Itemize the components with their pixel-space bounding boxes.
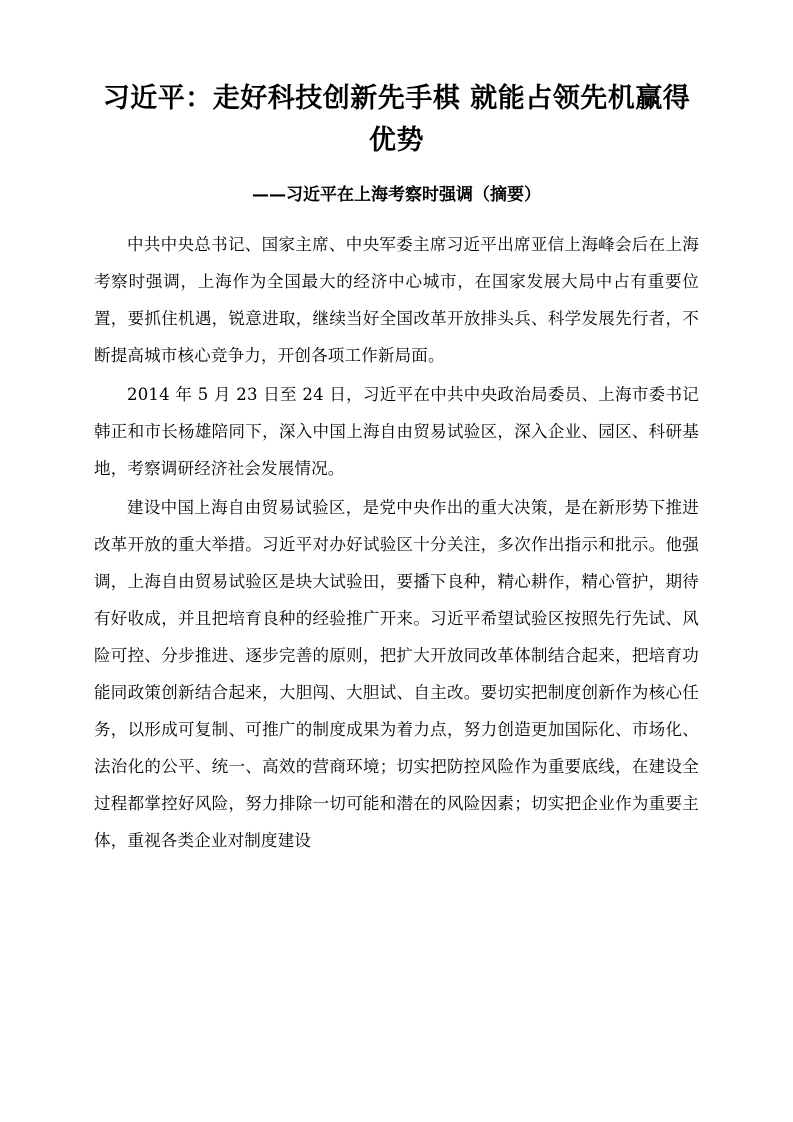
document-subtitle: ——习近平在上海考察时强调（摘要） — [252, 185, 541, 205]
paragraph: 2014 年 5 月 23 日至 24 日，习近平在中共中央政治局委员、上海市委书记韩正和市长杨雄陪同下，深入中国上海自由贸易试验区，深入企业、园区、科研基地，考察调研经济社会发展情况。 — [94, 385, 699, 478]
paragraph: 建设中国上海自由贸易试验区，是党中央作出的重大决策，是在新形势下推进改革开放的重大举措。习近平对办好试验区十分关注，多次作出指示和批示。他强调，上海自由贸易试验区是块大试验田，要播下良种，精心耕作，精心管护，期待有好收成，并且把培育良种的经验推广开来。习近平希望试验区按照先行先试、风险可控、分步推进、逐步完善的原则，把扩大开放同改革体制结合起来，把培育功能同政策创新结合起来，大胆闯、大胆试、自主改。要切实把制度创新作为核心任务，以形成可复制、可推广的制度成果为着力点，努力创造更加国际化、市场化、法治化的公平、统一、高效的营商环境；切实把防控风险作为重要底线，在建设全过程都掌控好风险，努力排除一切可能和潜在的风险因素；切实把企业作为重要主体，重视各类企业对制度建设 — [94, 498, 699, 850]
document-body — [94, 226, 699, 859]
page-title: 习近平：走好科技创新先手棋 就能占领先机赢得优势 — [102, 83, 691, 156]
paragraph: 中共中央总书记、国家主席、中央军委主席习近平出席亚信上海峰会后在上海考察时强调，上海作为全国最大的经济中心城市，在国家发展大局中占有重要位置，要抓住机遇，锐意进取，继续当好全国改革开放排头兵、科学发展先行者，不断提高城市核心竞争力，开创各项工作新局面。 — [94, 235, 699, 365]
